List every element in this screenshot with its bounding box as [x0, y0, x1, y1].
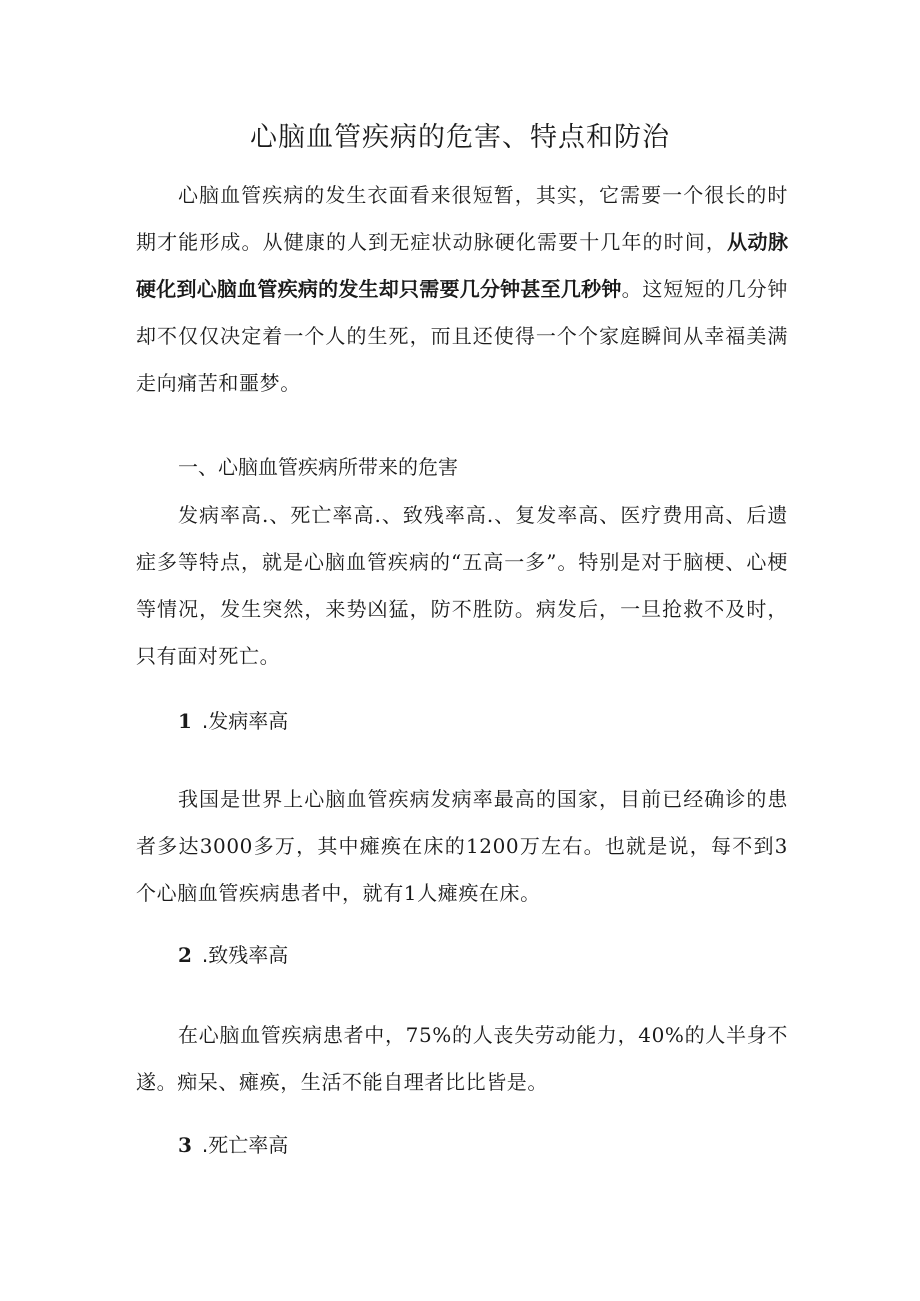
document-title: 心脑血管疾病的危害、特点和防治: [250, 122, 670, 153]
item-number: 1: [178, 709, 192, 733]
intro-paragraph: [136, 172, 788, 407]
item-label: .发病率高: [201, 709, 289, 733]
item-label: .死亡率高: [201, 1133, 289, 1157]
item-label: .致残率高: [201, 943, 289, 967]
disability-paragraph: 在心脑血管疾病患者中，75%的人丧失劳动能力，40%的人半身不遂。痴呆、瘫痪，生活不能自理者比比皆是。: [136, 1023, 788, 1094]
item-heading-mortality: [178, 1130, 288, 1160]
section-heading-hazards: 一、心脑血管疾病所带来的危害: [178, 455, 458, 479]
intro-bold-text: 从动脉硬化到心脑血管疾病的发生却只需要几分钟甚至几秒钟: [136, 230, 788, 301]
hazards-paragraph: 发病率高.、死亡率高.、致残率高.、复发率高、医疗费用高、后遗症多等特点，就是心脑血管疾病的“五高一多”。特别是对于脑梗、心梗等情况，发生突然，来势凶猛，防不胜防。病发后，一旦抢救不及时，只有面对死亡。: [136, 503, 788, 668]
item-heading-disability: [178, 940, 288, 970]
incidence-paragraph: 我国是世界上心脑血管疾病发病率最高的国家，目前已经确诊的患者多达3000多万，其中瘫痪在床的1200万左右。也就是说，每不到3个心脑血管疾病患者中，就有1人瘫痪在床。: [136, 787, 788, 905]
item-heading-incidence: [178, 706, 288, 736]
intro-text-2: 。这短短的几分钟却不仅仅决定着一个人的生死，而且还使得一个个家庭瞬间从幸福美满走向痛苦和噩梦。: [136, 277, 789, 395]
item-number: 2: [178, 943, 192, 967]
intro-text-1: 心脑血管疾病的发生衣面看来很短暂，其实，它需要一个很长的时期才能形成。从健康的人到无症状动脉硬化需要十几年的时间，: [136, 183, 788, 254]
item-number: 3: [178, 1133, 192, 1157]
